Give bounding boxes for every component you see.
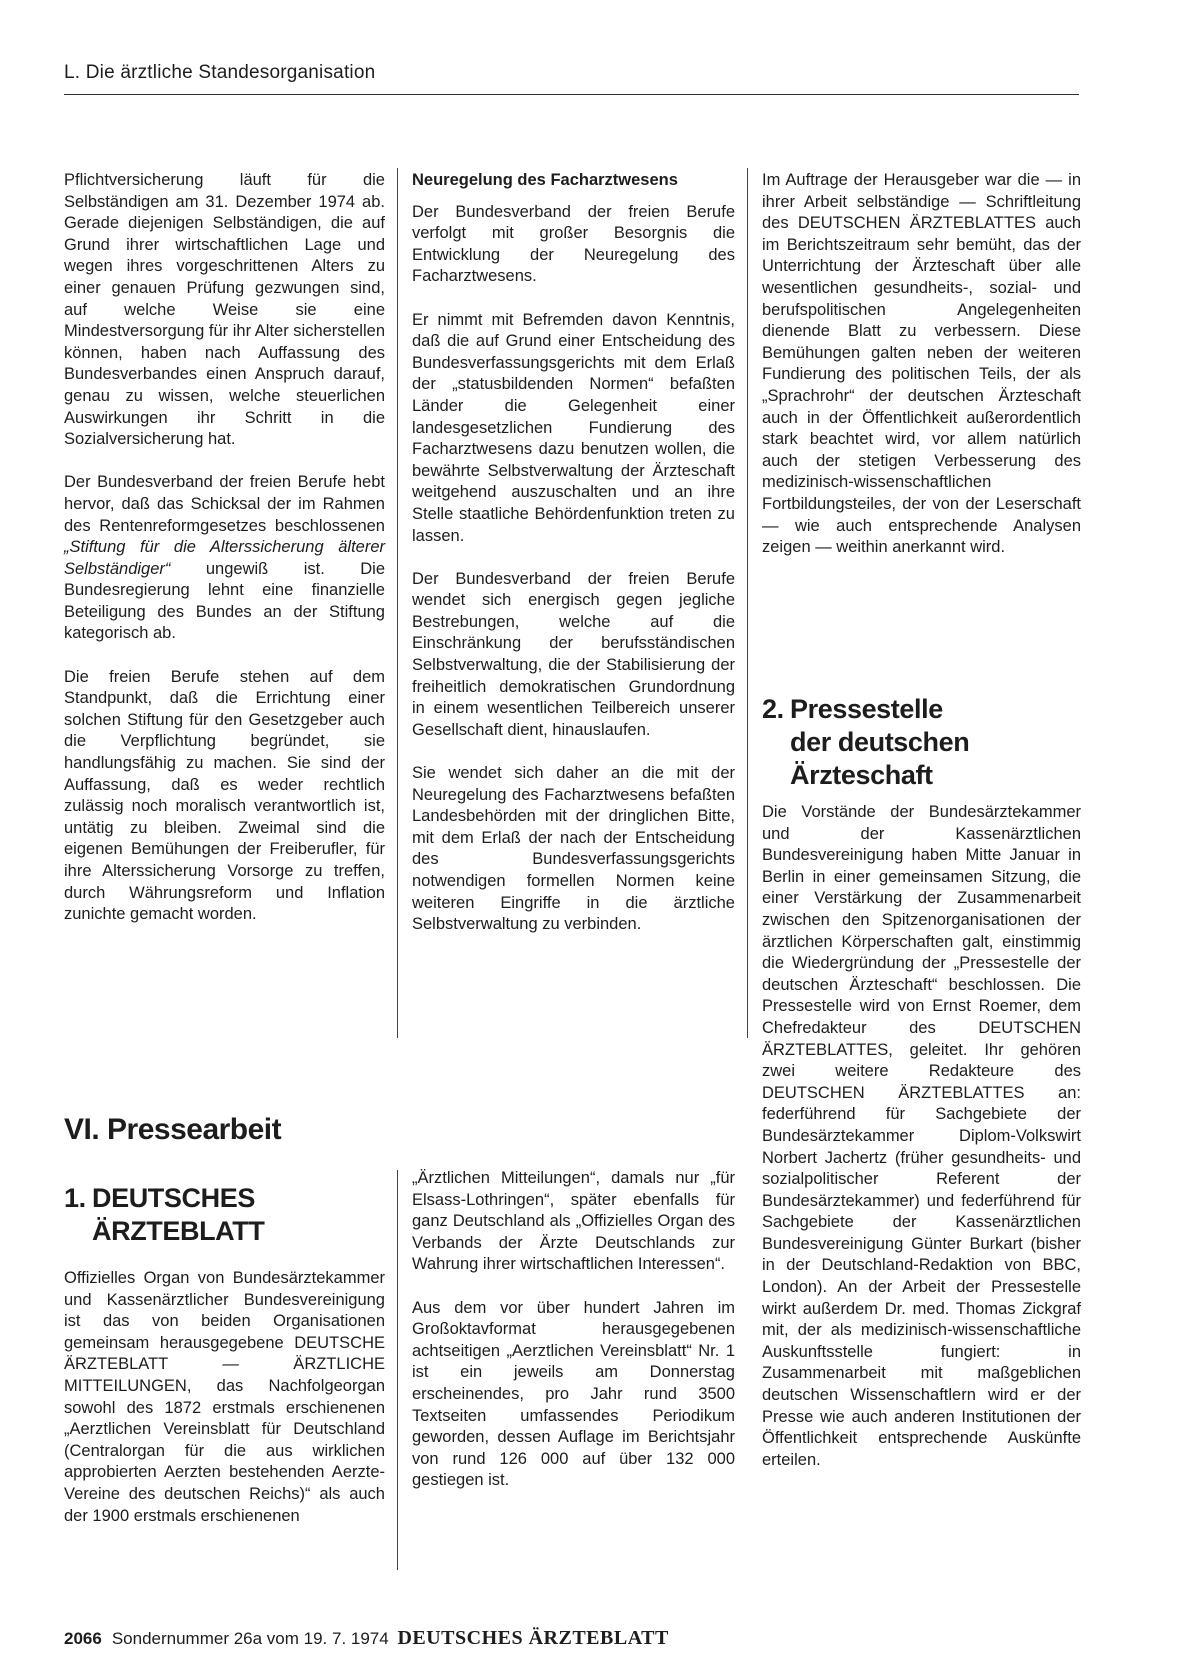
paragraph: Im Auftrage der Herausgeber war die — in ihrer Arbeit selbständige — Schriftleitung des DEUTSCHEN ÄRZTEBLATTES auch im Berichtszeitraum sehr bemüht, das der Unterrichtung der Ärzteschaft über alle wesentlichen gesundheits-, sozial- und berufspolitischen Angelegenheiten dienende Blatt zu verbessern. Diese Bemühungen galten neben der weiteren Fundierung des politischen Teils, der als „Sprachrohr“ der deutschen Ärzteschaft auch in der Öffentlichkeit außerordentlich stark beachtet wird, vor allem natürlich auch der stetigen Verbesserung des medizinisch-wissenschaftlichen Fortbildungsteiles, der von der Leserschaft — wie auch entsprechende Analysen zeigen — weithin anerkannt wird. [762,171,1081,557]
paragraph: Er nimmt mit Befremden davon Kenntnis, daß die auf Grund einer Entscheidung des Bundesverfassungsgerichts mit dem Erlaß der „statusbildenden Normen“ befaßten Länder die Gelegenheit einer landesgesetzlichen Fundierung des Facharztwesens dazu benutzen wollen, die bewährte Selbstverwaltung der Ärzteschaft weitgehend auszuschalten und an ihre Stelle staatliche Behördenfunktion treten zu lassen. [412,310,735,545]
page-number: 2066 [64,1629,102,1648]
paragraph: Der Bundesverband der freien Berufe hebt hervor, daß das Schicksal der im Rahmen des Rentenreformgesetzes beschlossenen „Stiftung für die Alterssicherung älterer Selbständiger“ ungewiß ist. Die Bundesregierung lehnt eine finanzielle Beteiligung des Bundes an der Stiftung kategorisch ab. [64,473,385,643]
page-footer [64,1627,669,1650]
paragraph: Der Bundesverband der freien Berufe verfolgt mit großer Besorgnis die Entwicklung der Neuregelung des Facharztwesens. [412,202,735,286]
paragraph: „Ärztlichen Mitteilungen“, damals nur „für Elsass-Lothringen“, später ebenfalls für ganz Deutschland als „Offizielles Organ des Verbands der Ärzte Deutschlands zur Wahrung ihrer wirtschaftlichen Interessen“. [412,1169,735,1274]
emphasis: „Stiftung für die Alterssicherung älterer Selbständiger“ [64,538,385,578]
publication-name: DEUTSCHES ÄRZTEBLATT [397,1627,669,1649]
subheading: Neuregelung des Facharztwesens [412,171,678,189]
column-rule [747,168,748,1038]
issue-info: Sondernummer 26a vom 19. 7. 1974 [111,1629,389,1648]
running-header: L. Die ärztliche Standesorganisation [64,62,376,83]
section-heading: VI. Pressearbeit [64,1113,282,1146]
paragraph: Aus dem vor über hundert Jahren im Großoktavformat herausgegebenen achtseitigen „Aerztlichen Vereinsblatt“ Nr. 1 ist ein jeweils am Donnerstag erscheinendes, pro Jahr rund 3500 Textseiten umfassendes Periodikum geworden, dessen Auflage im Berichtsjahr von rund 126 000 auf über 132 000 gestiegen ist. [412,1298,735,1490]
column-1-top [64,170,385,926]
paragraph: Die Vorstände der Bundesärztekammer und der Kassenärztlichen Bundesvereinigung haben Mitte Januar in Berlin in einer gemeinsamen Sitzung, die einer Verstärkung der Zusammenarbeit zwischen den Spitzenorganisationen der ärztlichen Körperschaften galt, einstimmig die Wiedergründung der „Pressestelle der deutschen Ärzteschaft“ beschlossen. Die Pressestelle wird von Ernst Roemer, dem Chefredakteur des DEUTSCHEN ÄRZTEBLATTES, geleitet. Ihr gehören zwei weitere Redakteure des DEUTSCHEN ÄRZTEBLATTES an: federführend für Sachgebiete der Bundesärztekammer Diplom-Volkswirt Norbert Jachertz (früher gesundheits- und sozialpolitischer Referent der Bundesärztekammer) und federführend für Sachgebiete der Kassenärztlichen Bundesvereinigung Günter Burkart (bisher in der Deutschland-Redaktion von BBC, London). An der Arbeit der Pressestelle wirkt außerdem Dr. med. Thomas Zickgraf mit, der als medizinisch-wissenschaftliche Auskunftsstelle fungiert: in Zusammenarbeit mit maßgeblichen deutschen Wissenschaftlern wird er der Presse wie auch anderen Institutionen der Öffentlichkeit entsprechende Auskünfte erteilen. [762,803,1081,1469]
column-rule [397,1170,398,1570]
paragraph: Pflichtversicherung läuft für die Selbständigen am 31. Dezember 1974 ab. Gerade diejenigen Selbständigen, die auf Grund ihrer wirtschaftlichen Lage und wegen ihres vorgeschrittenen Alters zu einer genauen Prüfung gezwungen sind, auf welche Weise sie eine Mindestversorgung für ihr Alter sicherstellen können, haben nach Auffassung des Bundesverbandes einen Anspruch darauf, genau zu wissen, welche steuerlichen Auswirkungen ihr Schritt in die Sozialversicherung hat. [64,171,385,449]
column-2-top [412,170,735,936]
column-rule [397,168,398,1038]
column-3-top [762,170,1081,559]
paragraph: Offizielles Organ von Bundesärztekammer und Kassenärztlicher Bundesvereinigung ist das von beiden Organisationen gemeinsam herausgegebene DEUTSCHE ÄRZTEBLATT — ÄRZTLICHE MITTEILUNGEN, das Nachfolgeorgan sowohl des 1872 erstmals erschienenen „Aerztlichen Vereinsblatt für Deutschland (Centralorgan für die aus wirklichen approbierten Aerzten bestehenden Aerzte-Vereine des deutschen Reichs)“ als auch der 1900 erstmals erschienenen [64,1269,385,1525]
paragraph: Sie wendet sich daher an die mit der Neuregelung des Facharztwesens befaßten Landesbehörden mit der dringlichen Bitte, mit dem Erlaß der nach der Entscheidung des Bundesverfassungsgerichts notwendigen formellen Normen keine weiteren Eingriffe in die ärztliche Selbstverwaltung zu verbinden. [412,764,735,934]
column-2-bottom [412,1168,735,1492]
column-1-bottom [64,1268,385,1527]
column-3-bottom [762,802,1081,1471]
paragraph: Die freien Berufe stehen auf dem Standpunkt, daß die Errichtung einer solchen Stiftung für den Gesetzgeber auch die Verpflichtung begründet, sie handlungsfähig zu machen. Sie sind der Auffassung, daß es weder rechtlich zulässig noch moralisch verantwortlich ist, untätig zu bleiben. Zweimal sind die eigenen Bemühungen der Freiberufler, für ihre Alterssicherung Vorsorge zu treffen, durch Währungsreform und Inflation zunichte gemacht worden. [64,667,385,924]
subsection-heading: 1. DEUTSCHES ÄRZTEBLATT [64,1183,265,1246]
subsection-heading: 2. Pressestelle der deutschen Ärzteschaft [762,694,970,790]
paragraph: Der Bundesverband der freien Berufe wendet sich energisch gegen jegliche Bestrebungen, welche auf die Einschränkung der berufsständischen Selbstverwaltung, die der Stabilisierung der freiheitlich demokratischen Grundordnung in einem wesentlichen Teilbereich unserer Gesellschaft dient, hinauslaufen. [412,569,735,739]
header-rule [64,94,1079,95]
